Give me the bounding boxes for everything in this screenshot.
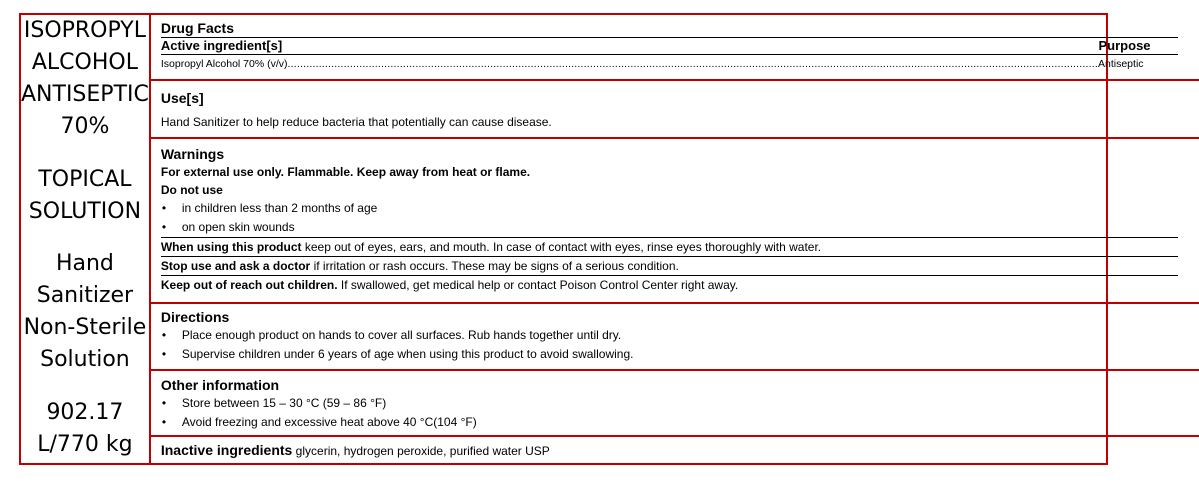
list-item: [161, 199, 1178, 218]
bullet-icon: •: [161, 220, 167, 234]
warnings-section: [151, 139, 1199, 304]
list-item: [161, 394, 1178, 413]
uses-text: Hand Sanitizer to help reduce bacteria that potentially can cause disease.: [160, 115, 552, 129]
ingredient-row: [161, 55, 1178, 72]
product-line-5: Non-Sterile Solution: [23, 315, 147, 373]
do-not-use-item: in children less than 2 months of age: [181, 201, 378, 215]
drug-facts-section: [151, 15, 1199, 81]
do-not-use-item: on open skin wounds: [181, 220, 295, 234]
product-line-1: ISOPROPYL ALCOHOL: [23, 18, 146, 75]
keep-out-warning: [161, 275, 1178, 294]
storage-item: Store between 15 – 30 °C (59 – 86 °F): [181, 396, 387, 410]
product-name-panel: [21, 15, 151, 463]
active-ingredient-label: Active ingredient[s]: [160, 38, 283, 53]
dot-leader: [288, 57, 1098, 72]
do-not-use-heading: Do not use: [160, 183, 223, 197]
direction-item: Place enough product on hands to cover all surfaces. Rub hands together until dry.: [181, 328, 622, 342]
list-item: [161, 413, 1178, 432]
directions-title: Directions: [160, 309, 230, 325]
product-line-4: Hand Sanitizer: [36, 251, 134, 309]
keep-out-text: If swallowed, get medical help or contact Poison Control Center right away.: [337, 278, 739, 292]
bullet-icon: •: [161, 328, 167, 342]
other-information-title: Other information: [160, 377, 280, 393]
uses-section: [151, 81, 1199, 139]
list-item: [161, 345, 1178, 364]
when-using-text: keep out of eyes, ears, and mouth. In case of contact with eyes, rinse eyes thoroughly with water.: [301, 240, 822, 254]
active-ingredient-header: [161, 38, 1178, 55]
stop-use-label: Stop use and ask a doctor: [160, 259, 311, 273]
inactive-ingredients-text: glycerin, hydrogen peroxide, purified water USP: [292, 444, 550, 458]
drug-facts-title: Drug Facts: [161, 20, 1178, 38]
warnings-title: Warnings: [160, 146, 225, 162]
other-information-section: [151, 371, 1199, 437]
storage-item: Avoid freezing and excessive heat above 40 °C(104 °F): [181, 415, 477, 429]
directions-section: [151, 304, 1199, 371]
uses-title: Use[s]: [160, 90, 204, 106]
stop-use-warning: [161, 256, 1178, 275]
inactive-ingredients-label: Inactive ingredients: [160, 442, 293, 458]
bullet-icon: •: [161, 347, 167, 361]
ingredient-name: Isopropyl Alcohol 70% (v/v): [160, 58, 288, 70]
product-line-2: ANTISEPTIC 70%: [21, 82, 149, 139]
product-quantity: 902.17 L/770 kg: [37, 400, 133, 458]
external-use-warning: For external use only. Flammable. Keep away from heat or flame.: [160, 165, 531, 179]
bullet-icon: •: [161, 201, 167, 215]
bullet-icon: •: [161, 396, 167, 410]
product-line-3: TOPICAL SOLUTION: [28, 166, 142, 224]
bullet-icon: •: [161, 415, 167, 429]
ingredient-purpose: Antiseptic: [1098, 58, 1144, 70]
drug-label: [19, 13, 1151, 465]
keep-out-label: Keep out of reach out children.: [160, 278, 338, 292]
purpose-label: Purpose: [1098, 38, 1151, 53]
list-item: [161, 326, 1178, 345]
when-using-label: When using this product: [160, 240, 302, 254]
direction-item: Supervise children under 6 years of age when using this product to avoid swallowing.: [181, 347, 634, 361]
inactive-ingredients-section: [151, 437, 1199, 463]
drug-facts-panel: [151, 15, 1199, 463]
stop-use-text: if irritation or rash occurs. These may be signs of a serious condition.: [310, 259, 679, 273]
when-using-warning: [161, 237, 1178, 256]
list-item: [161, 218, 1178, 237]
